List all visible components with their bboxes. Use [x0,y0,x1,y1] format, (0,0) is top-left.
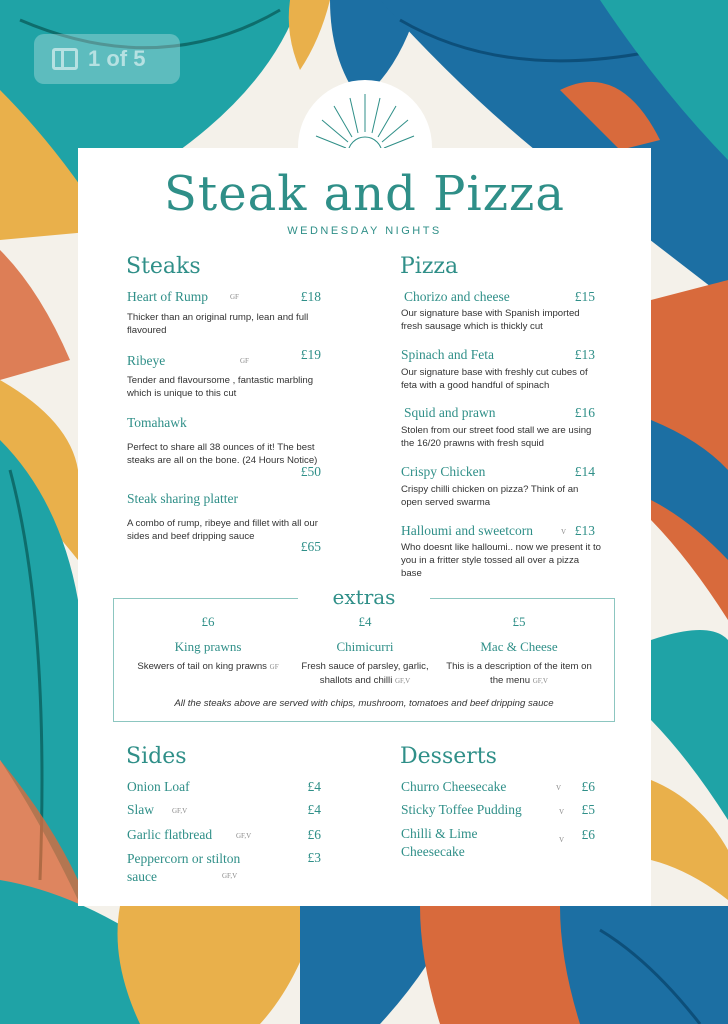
extra-description: Fresh sauce of parsley, garlic, shallots and chilli GF,V [301,661,429,686]
dietary-tag: GF,V [236,832,252,840]
desserts-heading: Desserts [400,744,497,769]
item-price: £4 [307,802,321,817]
item-description: Our signature base with Spanish imported fresh sausage which is thickly cut [401,308,580,332]
extra-price: £6 [201,614,215,629]
item-name: Tomahawk [127,415,187,430]
extra-item [290,614,440,688]
item-name: Spinach and Feta [401,347,494,362]
dietary-tag: GF,V [172,807,188,815]
item-name: Halloumi and sweetcorn [401,523,533,538]
menu-subtitle: WEDNESDAY NIGHTS [287,225,442,237]
dietary-tag: V [561,528,567,536]
item-price: £50 [300,464,321,479]
item-name: Sticky Toffee Pudding [401,802,522,817]
item-price: £6 [307,827,321,842]
extra-name: Chimicurri [336,639,394,654]
extra-name: Mac & Cheese [480,639,558,654]
menu-title: Steak and Pizza [164,166,565,222]
item-price: £4 [307,779,321,794]
item-description: Stolen from our street food stall we are using the 16/20 prawns with fresh squid [401,425,592,449]
item-name: Onion Loaf [127,779,190,794]
item-name: Churro Cheesecake [401,779,507,794]
item-description: Perfect to share all 38 ounces of it! The best steaks are all on the bone. (24 Hours Notice) [127,442,318,466]
dietary-tag: GF [230,293,239,301]
extra-item [444,614,594,688]
item-description: Tender and flavoursome , fantastic marbling which is unique to this cut [127,375,314,399]
item-price: £15 [574,289,595,304]
extra-item [133,614,283,674]
item-price: £5 [581,802,595,817]
item-price: £6 [581,779,595,794]
item-name: Ribeye [127,353,166,368]
dietary-tag: GF [240,357,249,365]
extra-price: £5 [512,614,526,629]
pizza-heading: Pizza [400,254,459,279]
dietary-tag: GF,V [532,677,548,685]
dietary-tag: GF [269,663,279,671]
page-indicator-label: 1 of 5 [88,46,146,71]
item-description: Our signature base with freshly cut cubes of feta with a good handful of spinach [401,367,588,391]
dietary-tag: V [559,836,565,844]
item-price: £6 [581,827,595,842]
item-price: £19 [300,347,321,362]
extra-description: Skewers of tail on king prawns GF [137,661,279,672]
item-description: Who doesnt like halloumi.. now we present it to you in a fritter style tossed all over a pizza base [401,542,601,579]
item-description: A combo of rump, ribeye and fillet with all our sides and beef dripping sauce [127,518,318,542]
item-name: Chilli & Lime Cheesecake [401,826,478,859]
item-name: Steak sharing platter [127,491,238,506]
menu-card [78,148,651,906]
item-price: £14 [574,464,595,479]
item-name: Crispy Chicken [401,464,486,479]
extra-description: This is a description of the item on the menu GF,V [446,661,592,686]
item-name: Heart of Rump [127,289,208,304]
dietary-tag: V [559,808,565,816]
item-name: Garlic flatbread [127,827,213,842]
item-price: £18 [300,289,321,304]
item-price: £65 [300,539,321,554]
extra-price: £4 [358,614,372,629]
extras-heading: extras [298,585,430,609]
item-price: £16 [574,405,595,420]
item-name: Squid and prawn [404,405,496,420]
extras-note: All the steaks above are served with chips, mushroom, tomatoes and beef dripping sauce [174,698,554,709]
item-name: Chorizo and cheese [404,289,510,304]
item-price: £13 [574,523,595,538]
item-price: £13 [574,347,595,362]
sides-heading: Sides [126,744,187,769]
dietary-tag: V [556,784,562,792]
extra-name: King prawns [174,639,242,654]
page-indicator [34,34,180,84]
item-name: Peppercorn or stilton sauce [127,851,241,884]
item-price: £3 [307,850,321,865]
item-name: Slaw [127,802,154,817]
sidebar-icon [52,48,78,70]
dietary-tag: GF,V [222,872,238,880]
dietary-tag: GF,V [395,677,411,685]
item-description: Crispy chilli chicken on pizza? Think of an open served swarma [401,484,579,508]
steaks-heading: Steaks [126,254,201,279]
item-description: Thicker than an original rump, lean and full flavoured [127,312,309,336]
